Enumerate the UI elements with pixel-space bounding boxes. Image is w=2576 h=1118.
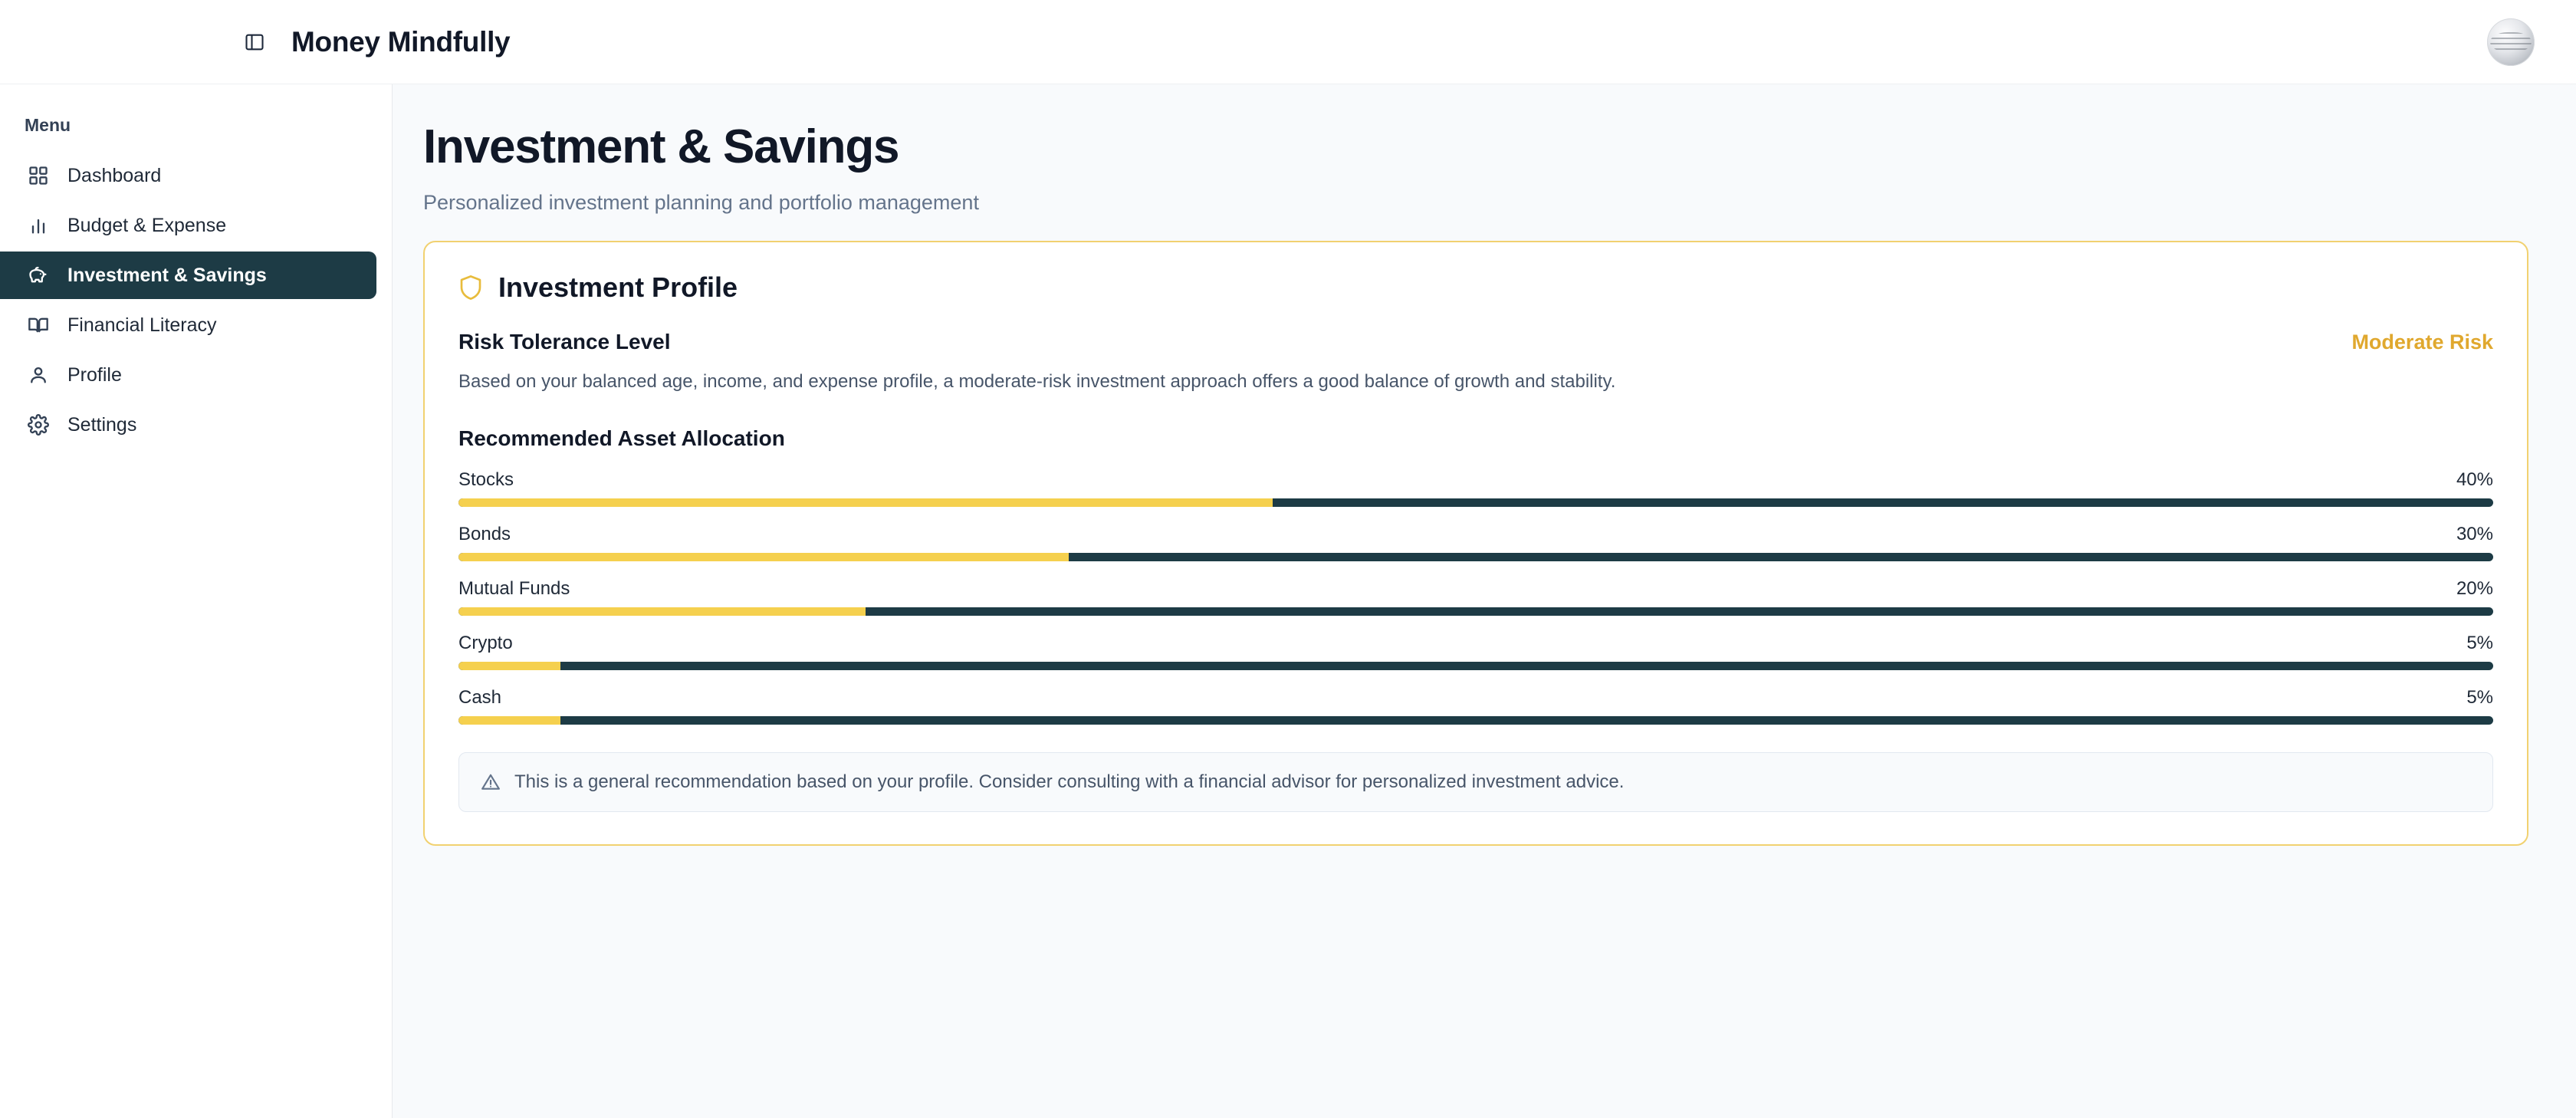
allocation-bar-track (458, 553, 2493, 561)
card-header (458, 271, 2493, 304)
sidebar-item-profile[interactable] (0, 351, 376, 399)
top-bar (0, 0, 2576, 84)
allocation-name: Crypto (458, 633, 513, 653)
bar-chart-icon (28, 215, 49, 236)
allocation-bar-track (458, 716, 2493, 725)
allocation-bar-track (458, 498, 2493, 507)
allocation-bar-track (458, 662, 2493, 670)
app-layout (0, 84, 2576, 1118)
allocation-name: Mutual Funds (458, 578, 570, 599)
allocation-title: Recommended Asset Allocation (458, 426, 785, 450)
sidebar-item-label: Profile (67, 363, 122, 386)
allocation-percent: 30% (2456, 524, 2493, 544)
sidebar-item-label: Settings (67, 413, 137, 436)
allocation-row (458, 469, 2493, 507)
menu-label: Menu (25, 115, 71, 135)
allocation-bar-fill (458, 607, 866, 616)
allocation-name: Cash (458, 687, 502, 708)
sidebar-item-dashboard[interactable] (0, 152, 376, 199)
sidebar-item-investment-savings[interactable] (0, 252, 376, 299)
allocation-percent: 5% (2466, 633, 2493, 653)
status-badge: Moderate Risk (2351, 330, 2493, 353)
allocation-bar-fill (458, 498, 1273, 507)
allocation-bar-fill (458, 553, 1069, 561)
risk-tolerance-title: Risk Tolerance Level (458, 330, 671, 353)
allocation-row (458, 524, 2493, 561)
shield-icon (458, 274, 483, 301)
disclaimer-text: This is a general recommendation based on your profile. Consider consulting with a financial advisor for personalized investment advice. (514, 771, 1625, 792)
avatar[interactable] (2487, 18, 2535, 66)
allocation-name: Stocks (458, 469, 514, 490)
grid-icon (28, 165, 49, 186)
allocation-bar-fill (458, 716, 560, 725)
sidebar-item-label: Budget & Expense (67, 214, 227, 236)
allocation-percent: 5% (2466, 687, 2493, 708)
disclaimer-notice (458, 752, 2493, 812)
sidebar-item-label: Dashboard (67, 164, 162, 186)
sidebar-item-financial-literacy[interactable] (0, 301, 376, 349)
sidebar-item-label: Investment & Savings (67, 264, 267, 286)
sidebar (0, 84, 393, 1118)
sidebar-item-settings[interactable] (0, 401, 376, 449)
risk-tolerance-row (458, 330, 2493, 354)
app-title: Money Mindfully (291, 25, 511, 58)
card-title: Investment Profile (498, 271, 738, 303)
sidebar-item-budget-expense[interactable] (0, 202, 376, 249)
allocation-percent: 40% (2456, 469, 2493, 490)
allocation-row (458, 633, 2493, 670)
book-open-icon (28, 314, 49, 336)
allocation-name: Bonds (458, 524, 511, 544)
piggy-bank-icon (28, 265, 49, 286)
sidebar-toggle-icon[interactable] (239, 27, 270, 58)
allocation-percent: 20% (2456, 578, 2493, 599)
warning-triangle-icon (481, 772, 501, 792)
investment-profile-card (423, 241, 2528, 846)
gear-icon (28, 414, 49, 436)
page-subtitle: Personalized investment planning and portfolio management (423, 191, 979, 214)
allocation-row (458, 687, 2493, 725)
page-title: Investment & Savings (423, 120, 899, 173)
risk-description: Based on your balanced age, income, and expense profile, a moderate-risk investment approach offers a good balance of growth and stability. (458, 371, 1616, 392)
allocation-bar-track (458, 607, 2493, 616)
user-icon (28, 364, 49, 386)
main-content (393, 84, 2576, 1118)
allocation-bar-fill (458, 662, 560, 670)
allocation-row (458, 578, 2493, 616)
sidebar-item-label: Financial Literacy (67, 314, 217, 336)
